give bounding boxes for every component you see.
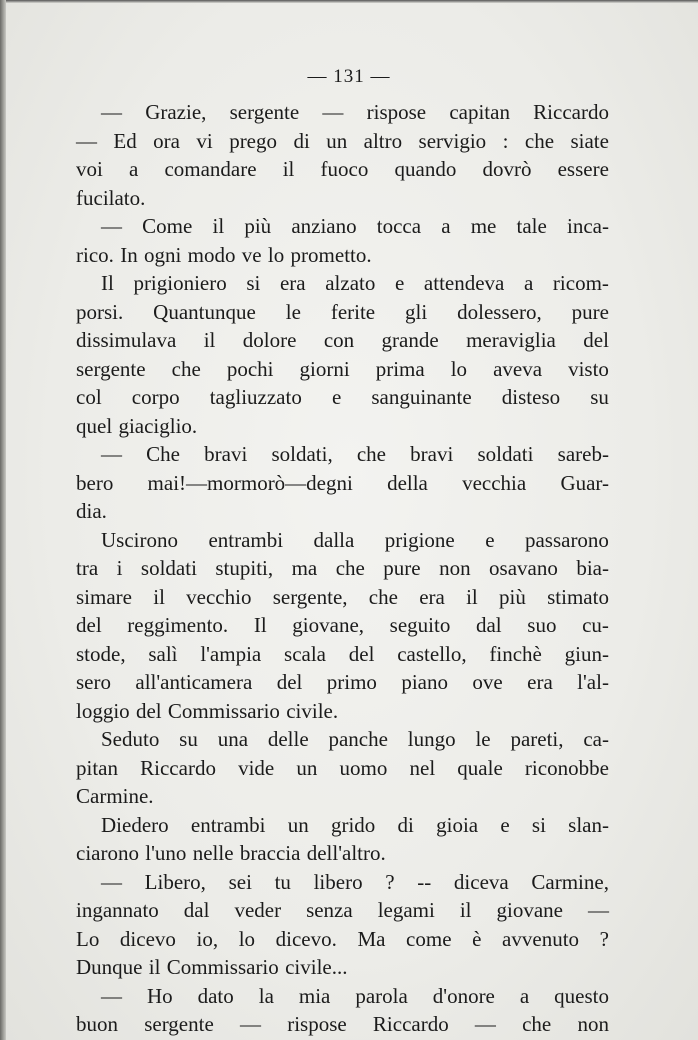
word: osavano: [489, 556, 558, 580]
word: a: [523, 271, 534, 295]
text-line: [76, 640, 609, 669]
word: gli: [405, 299, 428, 324]
word: prima: [375, 356, 425, 381]
word: salì: [148, 641, 178, 666]
word: il: [466, 584, 478, 609]
word: bia-: [576, 556, 609, 580]
word: buon: [76, 1012, 118, 1036]
word: giun-: [564, 641, 609, 666]
word: del: [276, 670, 303, 694]
page-left-edge: [0, 0, 6, 1040]
page-number: — 131 —: [307, 66, 391, 87]
text-line: [76, 326, 609, 355]
word: —: [240, 1012, 261, 1036]
word: dicevo.: [275, 926, 337, 951]
word: Lo: [76, 926, 100, 951]
word: entrambi: [208, 527, 284, 552]
word: delle: [267, 727, 309, 751]
text-line: [76, 611, 609, 640]
word: una: [217, 727, 249, 751]
word: fuoco: [320, 157, 369, 181]
word: stimato: [547, 584, 609, 609]
word: bravi: [204, 442, 248, 466]
word: --: [417, 869, 432, 894]
text-line: [76, 782, 609, 811]
word: prego: [229, 128, 278, 153]
text-line: [76, 697, 609, 726]
text-line: [76, 811, 609, 840]
word: Quantunque: [153, 299, 256, 324]
word: visto: [568, 356, 609, 381]
word: bero: [76, 470, 114, 495]
text-line: [76, 925, 609, 954]
text-line: [76, 497, 609, 526]
word: rico.: [76, 242, 114, 267]
word: lo: [267, 242, 285, 267]
word: bravi: [410, 442, 454, 466]
word: grido: [330, 812, 376, 837]
word: a: [519, 983, 530, 1008]
word: dolore: [242, 328, 297, 352]
word: disteso: [501, 385, 561, 409]
word: modo: [187, 242, 236, 267]
word: si: [531, 812, 546, 837]
word: Seduto: [101, 727, 160, 751]
word: aveva: [493, 356, 543, 381]
word: l'al-: [577, 670, 609, 694]
text-line: [76, 155, 609, 184]
text-line: [76, 1010, 609, 1039]
word: lo: [238, 926, 256, 951]
word: ?: [385, 869, 395, 894]
word: il: [148, 955, 161, 979]
word: rispose: [366, 100, 427, 124]
word: il: [282, 157, 295, 181]
word: che: [171, 356, 201, 381]
word: del: [348, 641, 375, 666]
word: di: [293, 128, 310, 153]
word: l'ampia: [200, 641, 262, 666]
word: il: [203, 328, 216, 352]
word: non: [439, 556, 471, 580]
word: inca-: [566, 214, 609, 238]
text-line: [76, 868, 609, 897]
word: all'anticamera: [135, 670, 253, 694]
word: Diedero: [101, 812, 169, 837]
word: col: [76, 385, 102, 409]
word: riconobbe: [524, 755, 609, 780]
word: voi: [76, 157, 103, 181]
word: vide: [238, 755, 275, 780]
word: dal: [183, 898, 210, 922]
word: ove: [472, 670, 503, 694]
word: le: [475, 727, 491, 751]
word: —: [76, 128, 97, 153]
word: del: [76, 613, 102, 637]
word: che: [522, 1012, 552, 1036]
text-line: [76, 412, 609, 441]
word: alzato: [325, 271, 376, 295]
word: stupiti,: [215, 556, 274, 580]
word: me: [470, 214, 497, 238]
word: simare: [76, 584, 132, 609]
word: il: [212, 214, 225, 238]
word: che: [524, 128, 555, 153]
word: dia.: [76, 499, 107, 523]
text-line: [76, 269, 609, 298]
word: Commissario: [166, 955, 279, 979]
text-line: [76, 982, 609, 1011]
word: era: [279, 271, 306, 295]
word: tale: [516, 214, 547, 238]
text-line: [76, 298, 609, 327]
word: cu-: [582, 613, 609, 637]
word: comandare: [164, 157, 257, 181]
word: più: [244, 214, 272, 238]
word: è: [472, 926, 482, 951]
word: —: [587, 898, 609, 922]
word: Commissario: [167, 698, 280, 723]
word: —: [474, 1012, 496, 1036]
word: corpo: [131, 385, 180, 409]
word: ma: [291, 556, 318, 580]
word: prigione: [384, 527, 455, 552]
word: panche: [328, 727, 388, 751]
word: dal: [475, 613, 502, 637]
word: giovane,: [292, 613, 365, 637]
text-line: [76, 469, 609, 498]
word: anziano: [291, 214, 357, 238]
word: era: [527, 670, 553, 694]
word: senza: [306, 898, 353, 922]
word: libero: [313, 869, 363, 894]
word: Il: [253, 613, 267, 637]
word: la: [258, 983, 274, 1008]
word: meraviglia: [466, 328, 556, 352]
word: non: [577, 1012, 609, 1036]
word: Carmine.: [76, 784, 154, 808]
word: come: [406, 926, 452, 951]
word: Che: [146, 442, 180, 466]
word: fucilato.: [76, 185, 146, 210]
word: —: [322, 100, 344, 124]
word: lo: [450, 356, 468, 381]
word: pure: [571, 299, 609, 324]
word: civile...: [285, 955, 348, 979]
word: pure: [383, 556, 421, 580]
word: soldati: [477, 442, 534, 466]
body-text: [76, 98, 609, 1039]
word: tagliuzzato: [209, 385, 302, 409]
word: con: [323, 328, 355, 352]
word: i: [116, 556, 123, 580]
word: ferite: [330, 299, 376, 324]
word: pochi: [226, 356, 274, 381]
word: primo: [326, 670, 377, 694]
word: Carmine,: [531, 869, 609, 894]
text-line: [76, 839, 609, 868]
text-line: [76, 241, 609, 270]
word: a: [128, 157, 139, 181]
word: l'uno: [145, 841, 187, 865]
word: su: [590, 385, 609, 409]
word: ogni: [144, 242, 182, 267]
word: ca-: [583, 727, 609, 751]
word: uomo: [339, 755, 388, 780]
word: soldati,: [271, 442, 333, 466]
word: della: [387, 470, 428, 495]
word: Uscirono: [101, 527, 178, 552]
word: rispose: [287, 1012, 347, 1036]
text-line: [76, 953, 609, 982]
word: parola: [355, 983, 408, 1008]
word: porsi.: [76, 299, 124, 324]
word: sergente: [144, 1012, 214, 1036]
word: si: [246, 271, 261, 295]
word: grande: [381, 328, 439, 352]
text-line: [76, 526, 609, 555]
word: dalla: [313, 527, 355, 552]
word: slan-: [568, 812, 609, 837]
word: tu: [274, 869, 291, 894]
word: attendeva: [423, 271, 505, 295]
word: mai!—mormorò—degni: [147, 470, 353, 495]
word: Riccardo: [140, 755, 216, 780]
word: sergente,: [272, 584, 348, 609]
word: ricom-: [552, 271, 609, 295]
page-top-edge: [0, 0, 698, 3]
word: Ho: [146, 983, 173, 1008]
word: —: [101, 869, 122, 894]
word: il: [153, 584, 165, 609]
word: dissimulava: [76, 328, 177, 352]
word: tra: [76, 556, 99, 580]
word: sergente: [76, 356, 146, 381]
word: sanguinante: [371, 385, 472, 409]
word: —: [101, 214, 122, 238]
word: quel: [76, 413, 113, 438]
word: Libero,: [144, 869, 206, 894]
word: del: [583, 328, 609, 352]
word: braccia: [239, 841, 301, 865]
word: capitan: [449, 100, 510, 124]
word: quale: [457, 755, 503, 780]
word: un: [287, 812, 309, 837]
word: seguito: [389, 613, 451, 637]
word: di: [397, 812, 414, 837]
word: :: [502, 128, 509, 153]
word: dato: [197, 983, 234, 1008]
text-line: [76, 896, 609, 925]
word: a: [441, 214, 451, 238]
word: pitan: [76, 755, 118, 780]
word: servigio: [418, 128, 487, 153]
text-line: [76, 440, 609, 469]
word: dovrò: [482, 157, 532, 181]
word: Il: [101, 271, 114, 295]
word: pareti,: [510, 727, 564, 751]
word: mia: [298, 983, 331, 1008]
word: legami: [377, 898, 435, 922]
word: vecchia: [462, 470, 527, 495]
word: vecchio: [186, 584, 252, 609]
word: piano: [401, 670, 448, 694]
text-line: [76, 127, 609, 156]
word: entrambi: [190, 812, 266, 837]
word: Grazie,: [145, 100, 207, 124]
word: stode,: [76, 641, 126, 666]
text-line: [76, 355, 609, 384]
word: le: [285, 299, 301, 324]
word: e: [331, 385, 342, 409]
word: Guar-: [560, 470, 609, 495]
word: prigioniero: [133, 271, 227, 295]
word: lungo: [407, 727, 456, 751]
word: soldati: [140, 556, 197, 580]
word: quando: [394, 157, 457, 181]
word: loggio: [76, 698, 130, 723]
word: e: [394, 271, 405, 295]
word: era: [419, 584, 445, 609]
word: Ma: [357, 926, 386, 951]
word: e: [500, 812, 510, 837]
word: Come: [142, 214, 193, 238]
word: sei: [228, 869, 252, 894]
word: ora: [153, 128, 180, 153]
word: che: [335, 556, 365, 580]
word: reggimento.: [127, 613, 229, 637]
word: prometto.: [290, 242, 372, 267]
word: dolessero,: [457, 299, 542, 324]
text-line: [76, 212, 609, 241]
word: tocca: [376, 214, 422, 238]
word: un: [326, 128, 348, 153]
word: ve: [241, 242, 262, 267]
word: Riccardo: [372, 1012, 449, 1036]
word: il: [459, 898, 472, 922]
word: nel: [409, 755, 436, 780]
word: questo: [554, 983, 609, 1008]
text-line: [76, 554, 609, 583]
word: sero: [76, 670, 111, 694]
text-line: [76, 754, 609, 783]
word: scala: [284, 641, 327, 666]
word: giaciglio.: [118, 413, 198, 438]
word: io,: [196, 926, 219, 951]
word: gioia: [436, 812, 479, 837]
word: del: [135, 698, 162, 723]
word: castello,: [397, 641, 467, 666]
word: su: [179, 727, 198, 751]
word: avvenuto: [502, 926, 580, 951]
word: diceva: [453, 869, 509, 894]
word: dell'altro.: [306, 841, 386, 865]
word: suo: [527, 613, 557, 637]
word: —: [101, 983, 122, 1008]
word: vi: [196, 128, 213, 153]
text-line: [76, 383, 609, 412]
text-line: [76, 668, 609, 697]
text-line: [76, 583, 609, 612]
word: essere: [557, 157, 609, 181]
word: sareb-: [557, 442, 609, 466]
word: —: [101, 442, 122, 466]
text-line: [76, 98, 609, 127]
word: giorni: [299, 356, 350, 381]
word: Ed: [113, 128, 137, 153]
word: un: [296, 755, 318, 780]
word: ciarono: [76, 841, 139, 865]
word: sergente: [229, 100, 300, 124]
word: altro: [363, 128, 403, 153]
word: nelle: [192, 841, 234, 865]
word: più: [499, 584, 526, 609]
word: giovane: [496, 898, 563, 922]
word: siate: [570, 128, 609, 153]
word: —: [101, 100, 122, 124]
word: d'onore: [432, 983, 495, 1008]
word: veder: [234, 898, 282, 922]
word: che: [356, 442, 387, 466]
word: passarono: [524, 527, 609, 552]
word: dicevo: [119, 926, 176, 951]
word: civile.: [286, 698, 339, 723]
text-line: [76, 725, 609, 754]
word: che: [368, 584, 398, 609]
word: finchè: [489, 641, 542, 666]
word: In: [120, 242, 138, 267]
word: Dunque: [76, 955, 143, 979]
word: e: [485, 527, 495, 552]
word: Riccardo: [533, 100, 609, 124]
text-line: [76, 184, 609, 213]
word: ?: [599, 926, 609, 951]
word: ingannato: [76, 898, 159, 922]
